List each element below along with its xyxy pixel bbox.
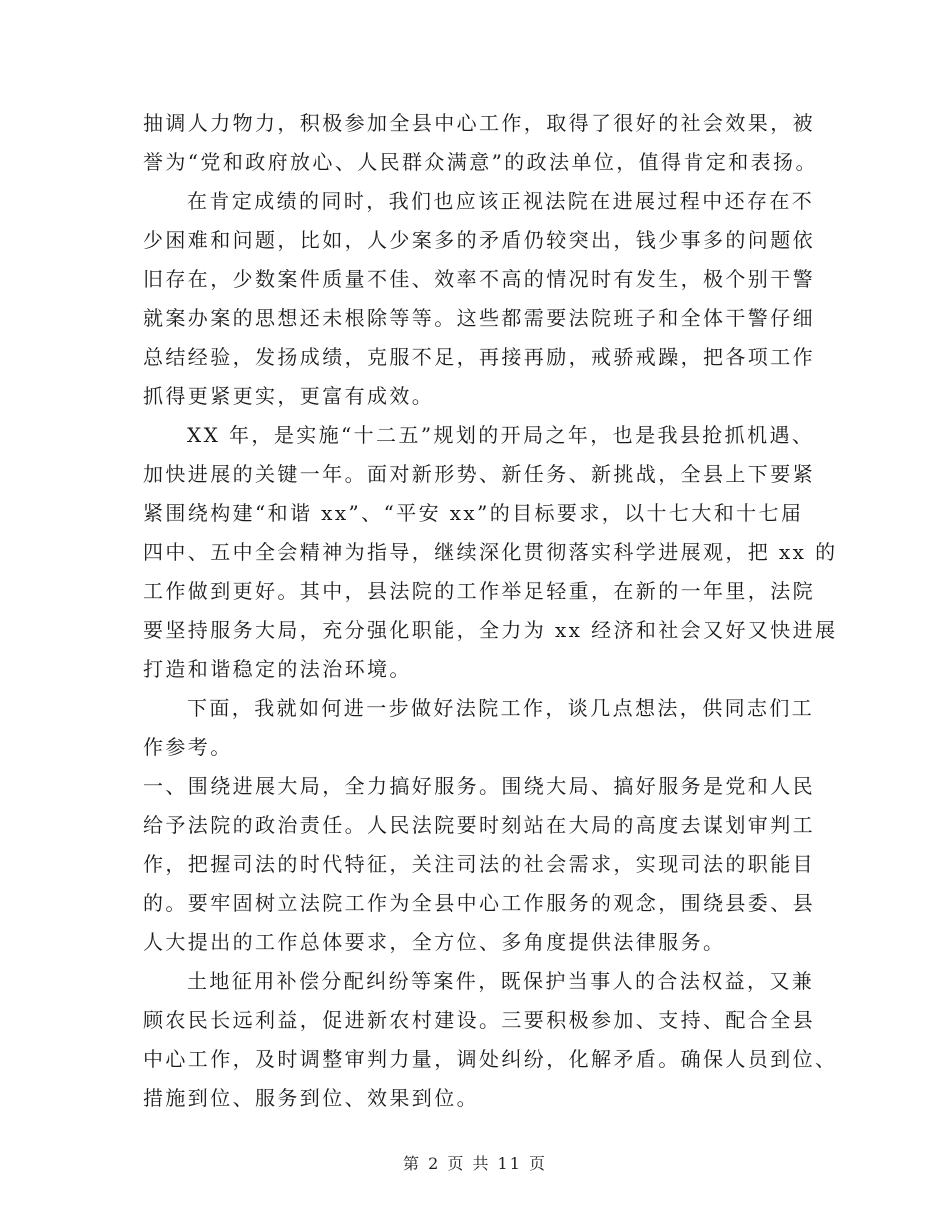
text-line: 就案办案的思想还未根除等等。这些都需要法院班子和全体干警仔细 xyxy=(143,306,815,330)
text-line: 作参考。 xyxy=(143,735,233,759)
text-line: 四中、五中全会精神为指导，继续深化贯彻落实科学进展观，把 xx 的 xyxy=(143,540,838,564)
paragraph-start-line: XX 年，是实施“十二五”规划的开局之年，也是我县抢抓机遇、 xyxy=(187,423,815,447)
text-line: 抽调人力物力，积极参加全县中心工作，取得了很好的社会效果，被 xyxy=(143,111,815,135)
text-line: 作，把握司法的时代特征，关注司法的社会需求，实现司法的职能目 xyxy=(143,852,815,876)
text-line: 誉为“党和政府放心、人民群众满意”的政法单位，值得肯定和表扬。 xyxy=(143,150,818,174)
section-heading-line: 一、围绕进展大局，全力搞好服务。围绕大局、搞好服务是党和人民 xyxy=(143,774,815,798)
text-line: 抓得更紧更实，更富有成效。 xyxy=(143,384,435,408)
text-line: 中心工作，及时调整审判力量，调处纠纷，化解矛盾。确保人员到位、 xyxy=(143,1047,838,1071)
text-line: 顾农民长远利益，促进新农村建设。三要积极参加、支持、配合全县 xyxy=(143,1008,815,1032)
document-body xyxy=(143,104,838,1118)
text-line: 人大提出的工作总体要求，全方位、多角度提供法律服务。 xyxy=(143,930,726,954)
text-line: 加快进展的关键一年。面对新形势、新任务、新挑战，全县上下要紧 xyxy=(143,462,815,486)
paragraph-start-line: 在肯定成绩的同时，我们也应该正视法院在进展过程中还存在不 xyxy=(187,189,815,213)
page-number-footer: 第 2 页 共 11 页 xyxy=(403,1154,547,1173)
text-line: 打造和谐稳定的法治环境。 xyxy=(143,657,412,681)
text-line: 的。要牢固树立法院工作为全县中心工作服务的观念，围绕县委、县 xyxy=(143,891,815,915)
text-line: 紧围绕构建“和谐 xx”、“平安 xx”的目标要求，以十七大和十七届 xyxy=(143,501,804,525)
text-line: 总结经验，发扬成绩，克服不足，再接再励，戒骄戒躁，把各项工作 xyxy=(143,345,815,369)
text-line: 措施到位、服务到位、效果到位。 xyxy=(143,1086,479,1110)
text-line: 要坚持服务大局，充分强化职能，全力为 xx 经济和社会又好又快进展 xyxy=(143,618,838,642)
text-line: 旧存在，少数案件质量不佳、效率不高的情况时有发生，极个别干警 xyxy=(143,267,815,291)
paragraph-start-line: 下面，我就如何进一步做好法院工作，谈几点想法，供同志们工 xyxy=(187,696,815,720)
text-line: 工作做到更好。其中，县法院的工作举足轻重，在新的一年里，法院 xyxy=(143,579,815,603)
text-line: 给予法院的政治责任。人民法院要时刻站在大局的高度去谋划审判工 xyxy=(143,813,815,837)
paragraph-start-line: 土地征用补偿分配纠纷等案件，既保护当事人的合法权益，又兼 xyxy=(187,969,815,993)
text-line: 少困难和问题，比如，人少案多的矛盾仍较突出，钱少事多的问题依 xyxy=(143,228,815,252)
